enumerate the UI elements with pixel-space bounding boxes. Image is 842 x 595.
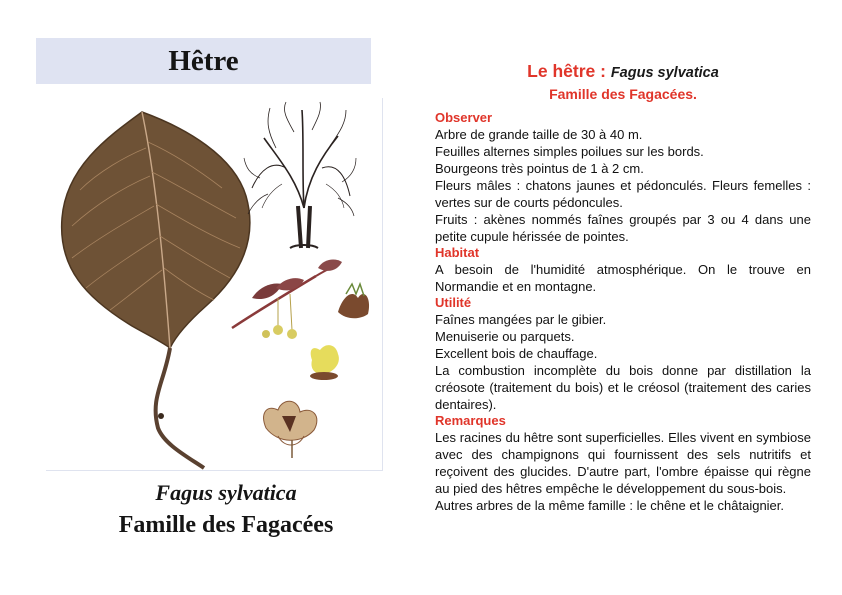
section-remarques — [435, 413, 811, 514]
section-habitat — [435, 245, 811, 295]
heading-prefix: Le hêtre : — [527, 61, 611, 81]
caption-latin-name: Fagus sylvatica — [155, 480, 297, 505]
section-line: Les racines du hêtre sont superficielles. Elles vivent en symbiose avec des champignons qui fournissent des sels nutritifs et reçoivent des glucides. D'autre part, l'ombre épaisse qui règne au pied des hêtres empêche le développement du sous-bois. — [435, 430, 811, 496]
beech-tree-icon — [244, 102, 356, 248]
title-band — [36, 38, 371, 84]
caption-family-name: Famille des Fagacées — [118, 512, 334, 538]
section-title: Observer — [435, 110, 493, 125]
botanical-illustration — [46, 98, 382, 470]
section-line: Arbre de grande taille de 30 à 40 m. — [435, 127, 643, 142]
description-family: Famille des Fagacées. — [549, 86, 697, 102]
flowering-twig-icon — [232, 260, 342, 339]
section-title: Remarques — [435, 413, 506, 428]
section-line: Faînes mangées par le gibier. — [435, 312, 607, 327]
beech-leaf-icon — [62, 112, 250, 348]
section-line: Fleurs mâles : chatons jaunes et pédonculés. Fleurs femelles : vertes sur de courts pédoncules. — [435, 178, 811, 210]
illustration-plate — [46, 98, 383, 471]
heading-latin: Fagus sylvatica — [610, 65, 719, 81]
female-flower-icon — [338, 284, 369, 318]
section-line: Fruits : akènes nommés faînes groupés par 3 ou 4 dans une petite cupule hérissée de pointes. — [435, 212, 811, 244]
page-title: Hêtre — [168, 44, 239, 77]
beechnut-cupule-icon — [264, 401, 317, 458]
male-catkin-icon — [310, 345, 339, 380]
section-line: Feuilles alternes simples poilues sur les bords. — [435, 144, 704, 159]
section-title: Utilité — [435, 295, 472, 310]
section-utilite — [435, 295, 811, 413]
section-line: A besoin de l'humidité atmosphérique. On le trouve en Normandie et en montagne. — [435, 262, 811, 294]
description-column — [435, 60, 811, 514]
section-line: Autres arbres de la même famille : le chêne et le châtaignier. — [435, 498, 785, 513]
twig-icon — [156, 348, 204, 468]
section-line: Bourgeons très pointus de 1 à 2 cm. — [435, 161, 644, 176]
section-line: Menuiserie ou parquets. — [435, 329, 575, 344]
section-observer — [435, 110, 811, 245]
section-title: Habitat — [435, 245, 480, 260]
section-line: La combustion incomplète du bois donne par distillation la créosote (traitement du bois) et le créosol (traitement des caries dentaires). — [435, 363, 811, 412]
section-line: Excellent bois de chauffage. — [435, 346, 598, 361]
description-heading — [435, 60, 811, 84]
